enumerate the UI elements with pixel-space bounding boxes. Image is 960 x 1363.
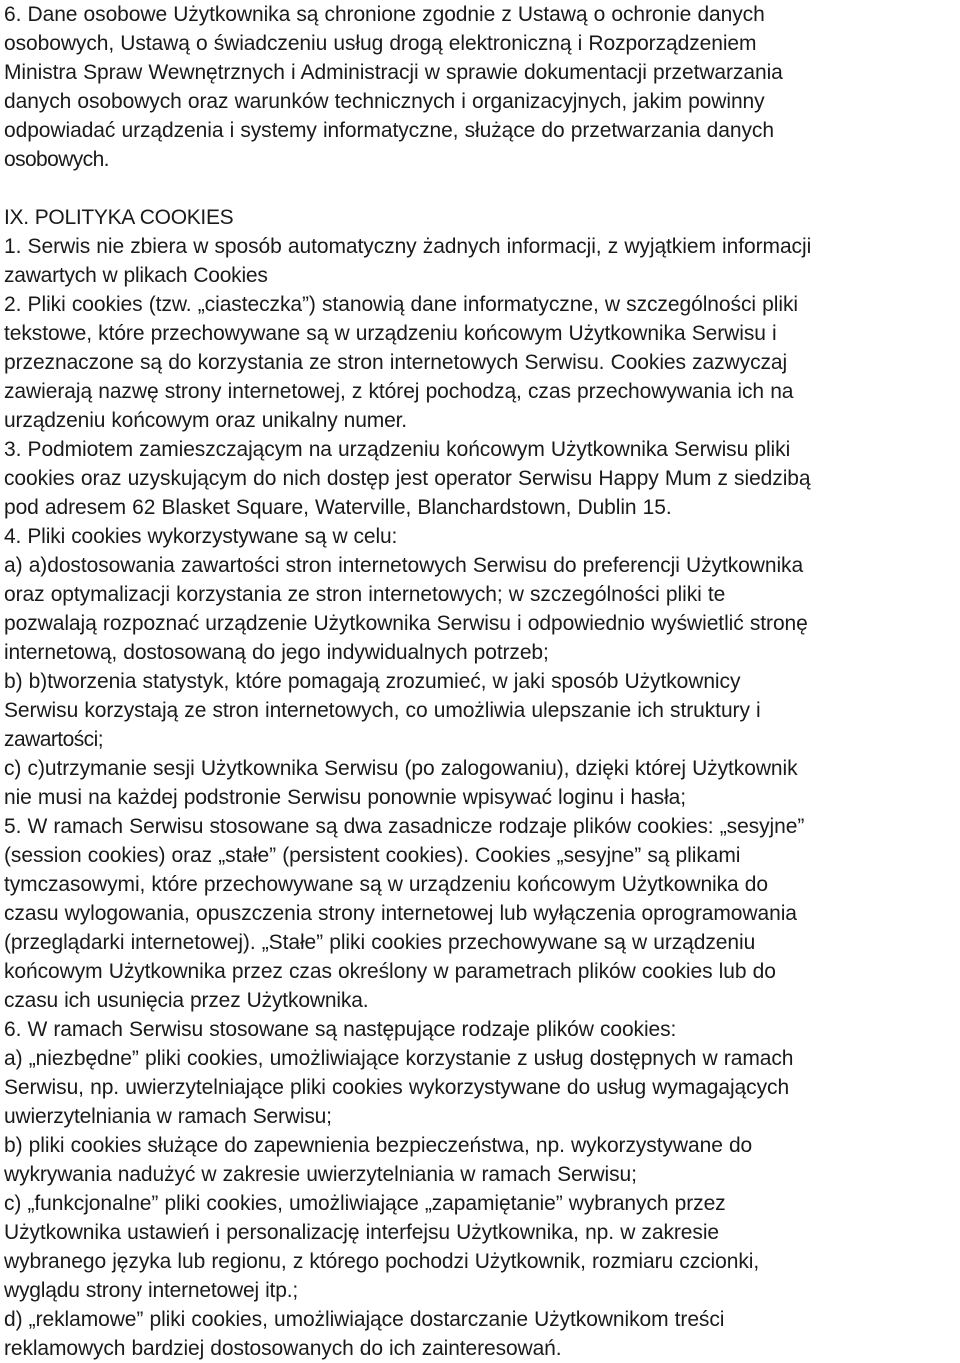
text-line: Ministra Spraw Wewnętrznych i Administracji w sprawie dokumentacji przetwarzania [4, 61, 783, 84]
text-line: cookies oraz uzyskującym do nich dostęp jest operator Serwisu Happy Mum z siedzibą [4, 467, 811, 490]
text-line: danych osobowych oraz warunków technicznych i organizacyjnych, jakim powinny [4, 90, 765, 113]
text-line: pozwalają rozpoznać urządzenie Użytkownika Serwisu i odpowiednio wyświetlić stronę [4, 612, 808, 635]
text-line: odpowiadać urządzenia i systemy informatyczne, służące do przetwarzania danych [4, 119, 774, 142]
text-line: Serwisu korzystają ze stron internetowych, co umożliwia ulepszanie ich struktury i [4, 699, 761, 722]
text-line: Użytkownika ustawień i personalizację interfejsu Użytkownika, np. w zakresie [4, 1221, 720, 1244]
text-line: tekstowe, które przechowywane są w urządzeniu końcowym Użytkownika Serwisu i [4, 322, 777, 345]
text-line: 6. W ramach Serwisu stosowane są następujące rodzaje plików cookies: [4, 1018, 677, 1041]
document-body [4, 0, 960, 1363]
text-line: uwierzytelniania w ramach Serwisu; [4, 1105, 332, 1128]
text-line: Serwisu, np. uwierzytelniające pliki cookies wykorzystywane do usług wymagających [4, 1076, 790, 1099]
text-line: urządzeniu końcowym oraz unikalny numer. [4, 409, 407, 432]
text-line: 1. Serwis nie zbiera w sposób automatyczny żadnych informacji, z wyjątkiem informacji [4, 235, 812, 258]
text-line: zawartości; [4, 728, 104, 751]
text-line: reklamowych bardziej dostosowanych do ich zainteresowań. [4, 1337, 562, 1360]
text-line: internetową, dostosowaną do jego indywidualnych potrzeb; [4, 641, 549, 664]
text-line: przeznaczone są do korzystania ze stron internetowych Serwisu. Cookies zazwyczaj [4, 351, 788, 374]
text-line: końcowym Użytkownika przez czas określony w parametrach plików cookies lub do [4, 960, 776, 983]
text-line: czasu wylogowania, opuszczenia strony internetowej lub wyłączenia oprogramowania [4, 902, 797, 925]
text-line: oraz optymalizacji korzystania ze stron internetowych; w szczególności pliki te [4, 583, 726, 606]
text-line: zawartych w plikach Cookies [4, 264, 268, 287]
text-line [4, 174, 960, 203]
text-line: osobowych, Ustawą o świadczeniu usług drogą elektroniczną i Rozporządzeniem [4, 32, 757, 55]
text-line: wybranego języka lub regionu, z którego pochodzi Użytkownik, rozmiaru czcionki, [4, 1250, 760, 1273]
text-line: c) „funkcjonalne” pliki cookies, umożliwiające „zapamiętanie” wybranych przez [4, 1192, 726, 1215]
text-line: wyglądu strony internetowej itp.; [4, 1279, 299, 1302]
text-line: 4. Pliki cookies wykorzystywane są w celu: [4, 525, 398, 548]
text-line: 2. Pliki cookies (tzw. „ciasteczka”) stanowią dane informatyczne, w szczególności pliki [4, 293, 798, 316]
text-line: 6. Dane osobowe Użytkownika są chronione zgodnie z Ustawą o ochronie danych [4, 3, 765, 26]
text-line: b) pliki cookies służące do zapewnienia bezpieczeństwa, np. wykorzystywane do [4, 1134, 753, 1157]
text-line: d) „reklamowe” pliki cookies, umożliwiające dostarczanie Użytkownikom treści [4, 1308, 725, 1331]
text-line: b) b)tworzenia statystyk, które pomagają zrozumieć, w jaki sposób Użytkownicy [4, 670, 741, 693]
text-line: wykrywania nadużyć w zakresie uwierzytelniania w ramach Serwisu; [4, 1163, 637, 1186]
text-line: nie musi na każdej podstronie Serwisu ponownie wpisywać loginu i hasła; [4, 786, 687, 809]
text-line: (session cookies) oraz „stałe” (persistent cookies). Cookies „sesyjne” są plikami [4, 844, 741, 867]
text-line: IX. POLITYKA COOKIES [4, 206, 234, 229]
text-line: c) c)utrzymanie sesji Użytkownika Serwisu (po zalogowaniu), dzięki której Użytkownik [4, 757, 798, 780]
text-line: a) „niezbędne” pliki cookies, umożliwiające korzystanie z usług dostępnych w ramach [4, 1047, 794, 1070]
text-line: tymczasowymi, które przechowywane są w urządzeniu końcowym Użytkownika do [4, 873, 769, 896]
text-line: (przeglądarki internetowej). „Stałe” pliki cookies przechowywane są w urządzeniu [4, 931, 756, 954]
text-line: pod adresem 62 Blasket Square, Waterville, Blanchardstown, Dublin 15. [4, 496, 672, 519]
text-line: zawierają nazwę strony internetowej, z której pochodzą, czas przechowywania ich na [4, 380, 794, 403]
text-line: 5. W ramach Serwisu stosowane są dwa zasadnicze rodzaje plików cookies: „sesyjne” [4, 815, 805, 838]
text-line: osobowych. [4, 148, 109, 171]
text-line: 3. Podmiotem zamieszczającym na urządzeniu końcowym Użytkownika Serwisu pliki [4, 438, 791, 461]
text-line: czasu ich usunięcia przez Użytkownika. [4, 989, 369, 1012]
text-line: a) a)dostosowania zawartości stron internetowych Serwisu do preferencji Użytkownika [4, 554, 804, 577]
